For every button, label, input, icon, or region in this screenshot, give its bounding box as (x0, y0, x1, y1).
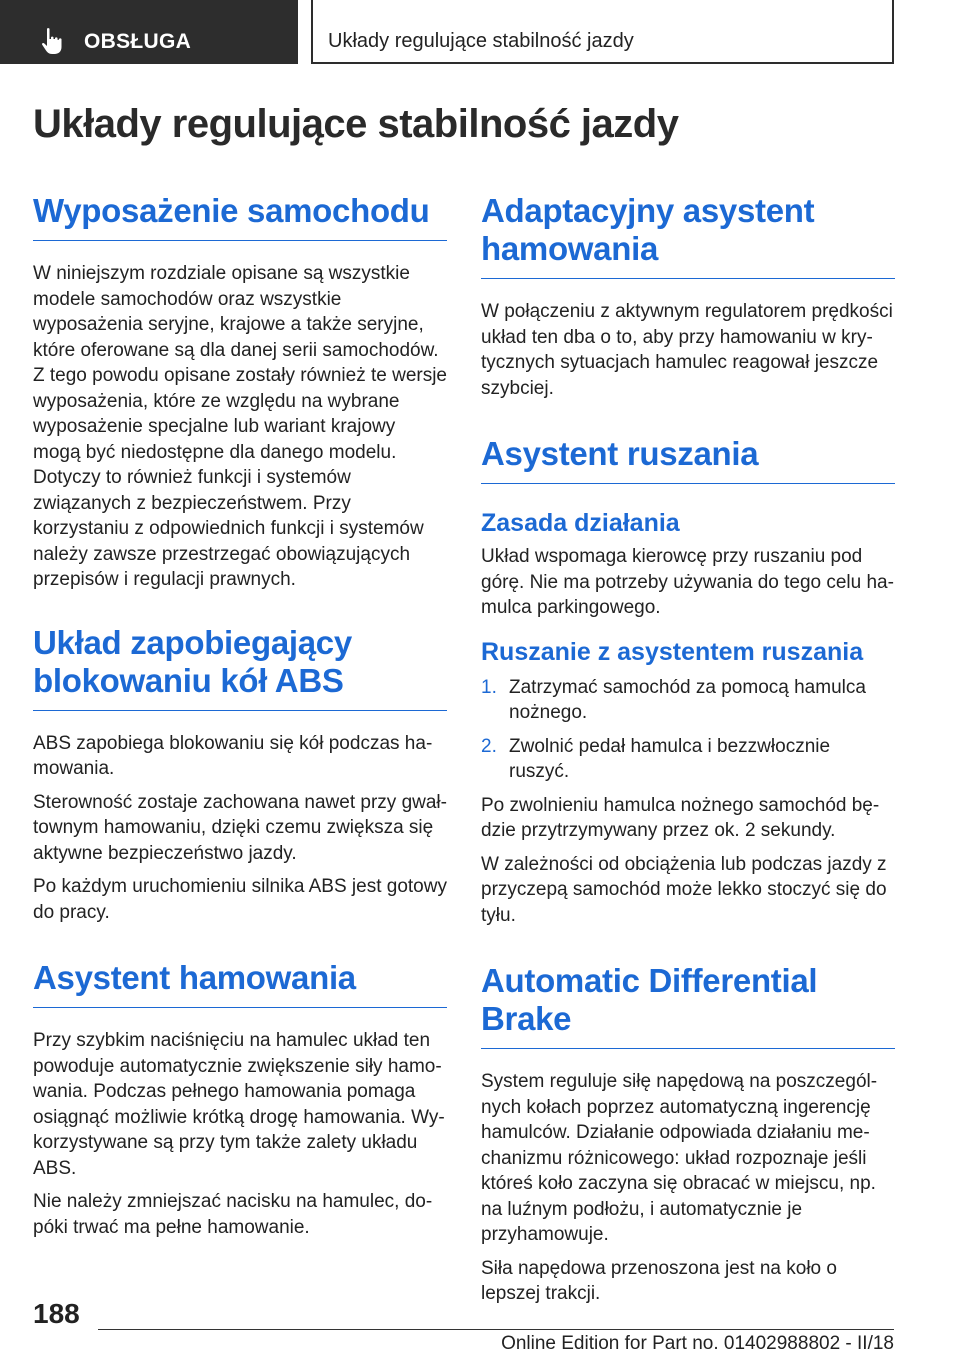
subsection-heading: Ruszanie z asystentem ruszania (481, 637, 864, 666)
section-heading: Układ zapobiegający blokowaniu kół ABS (33, 624, 447, 711)
chapter-tab[interactable] (311, 0, 894, 64)
paragraph: Sterowność zostaje zachowana nawet przy gwałtownym hamowaniu, dzięki czemu zwiększa się aktywne bezpieczeństwo jazdy. (33, 791, 447, 864)
paragraph: Układ wspomaga kierowcę przy ruszaniu pod górę. Nie ma potrzeby używania do tego celu hamulca parkingowego. (481, 546, 894, 618)
paragraph: Nie należy zmniejszać nacisku na hamulec, dopóki trwać ma pełne hamowanie. (33, 1191, 433, 1238)
right-column (481, 192, 895, 1307)
paragraph: W połączeniu z aktywnym regulatorem prędkości układ ten dba o to, aby przy hamowaniu w krytycznych sytuacjach hamulec reagował jeszcze szybciej. (481, 301, 893, 399)
section-hill-start-assist (481, 435, 895, 928)
section-heading: Adaptacyjny asystent hamowania (481, 192, 895, 279)
paragraph: Siła napędowa przenoszona jest na koło o lepszej trakcji. (481, 1257, 837, 1304)
section-equipment (33, 192, 447, 593)
paragraph: Po zwolnieniu hamulca nożnego samochód będzie przytrzymywany przez ok. 2 sekundy. (481, 794, 880, 841)
step-number: 1. (481, 676, 497, 698)
section-heading: Asystent hamowania (33, 959, 447, 1008)
paragraph: Przy szybkim naciśnięciu na hamulec układ ten powoduje automatycznie zwiększenie siły hamowania. Podczas pełnego hamowania pomaga osiągnąć możliwie krótką drogę hamowania. Wykorzystywane są przy tym także zalety układu ABS. (33, 1030, 445, 1179)
paragraph: ABS zapobiega blokowaniu się kół podczas hamowania. (33, 732, 433, 779)
paragraph: W niniejszym rozdziale opisane są wszystkie modele samochodów oraz wszystkie wyposażenia seryjne, krajowe a także seryjne, które oferowane są dla danej serii samochodów. Z tego powodu opisane zostały również te wersje wyposażenia, które ze względu na wybrane wyposażenie specjalne lub wariant krajowy mogą być niedostępne dla danego modelu. Dotyczy to również funkcji i systemów związanych z bezpieczeństwem. Przy korzystaniu z odpowiednich funkcji i systemów należy zawsze przestrzegać obowiązujących przepisów i regulacji prawnych. (33, 263, 448, 590)
paragraph: Po każdym uruchomieniu silnika ABS jest gotowy do pracy. (33, 876, 447, 923)
section-tab-label: OBSŁUGA (84, 30, 192, 53)
section-differential-brake (481, 962, 895, 1307)
section-heading: Wyposażenie samochodu (33, 192, 447, 241)
section-brake-assist (33, 959, 447, 1240)
step-number: 2. (481, 735, 497, 757)
section-abs (33, 624, 447, 926)
page-title: Układy regulujące stabilność jazdy (33, 102, 679, 146)
section-tab[interactable] (0, 0, 298, 64)
page-number: 188 (33, 1298, 80, 1329)
section-adaptive-brake-assist (481, 192, 895, 401)
step-text: Zatrzymać samochód za pomocą hamulca nożnego. (509, 676, 866, 723)
paragraph: System reguluje siłę napędową na poszczególnych kołach poprzez automatyczną ingerencję hamulców. Działanie odpowiada działaniu mechanizmu różnicowego: układ rozpoznaje jeśli któreś koło zaczyna się obracać w miejscu, np. na luźnym podłożu, i automatycznie je przyhamowuje. (481, 1071, 878, 1245)
edition-note: Online Edition for Part no. 01402988802 - II/18 (501, 1333, 894, 1354)
step-list (481, 675, 895, 785)
chapter-tab-label: Układy regulujące stabilność jazdy (328, 30, 634, 52)
paragraph: W zależności od obciążenia lub podczas jazdy z przyczepą samochód może lekko stoczyć się do tyłu. (481, 853, 887, 926)
list-item (481, 675, 895, 726)
pointing-hand-icon (40, 27, 64, 55)
header (0, 0, 960, 68)
section-heading: Automatic Differential Brake (481, 962, 895, 1049)
section-heading: Asystent ruszania (481, 435, 895, 484)
left-column (33, 192, 447, 1240)
footer-divider (98, 1329, 894, 1330)
step-text: Zwolnić pedał hamulca i bezzwłocznie ruszyć. (509, 735, 831, 782)
list-item (481, 734, 895, 785)
subsection-heading: Zasada działania (481, 509, 680, 537)
